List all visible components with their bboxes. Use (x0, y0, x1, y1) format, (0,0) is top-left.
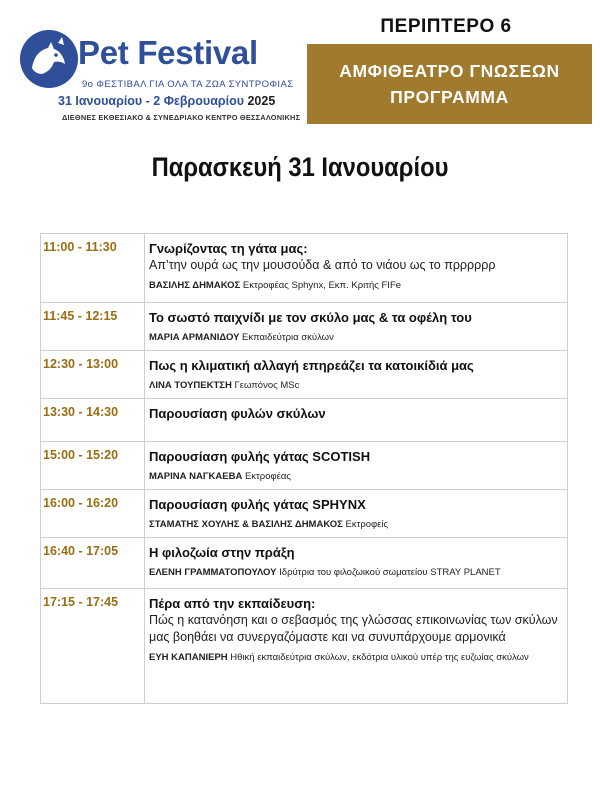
session-time: 16:40 - 17:05 (41, 538, 145, 588)
logo-name: Pet Festival (78, 34, 258, 71)
speaker-names: ΣΤΑΜΑΤΗΣ ΧΟΥΛΗΣ & ΒΑΣΙΛΗΣ ΔΗΜΑΚΟΣ (149, 519, 343, 530)
schedule-row (41, 589, 567, 704)
festival-venue: ΔΙΕΘΝΕΣ ΕΚΘΕΣΙΑΚΟ & ΣΥΝΕΔΡΙΑΚΟ ΚΕΝΤΡΟ ΘΕΣΣΑΛΟΝΙΚΗΣ (62, 113, 301, 122)
session-time: 13:30 - 14:30 (41, 399, 145, 441)
schedule-row (41, 399, 567, 442)
speaker-role: Εκπαιδεύτρια σκύλων (239, 332, 334, 343)
session-time: 11:45 - 12:15 (41, 303, 145, 350)
speaker-role: Εκτροφέας (242, 471, 291, 482)
schedule-row (41, 351, 567, 399)
speaker-names: ΒΑΣΙΛΗΣ ΔΗΜΑΚΟΣ (149, 280, 241, 291)
session-title: Γνωρίζοντας τη γάτα μας: (149, 241, 308, 256)
session-speakers (149, 332, 561, 344)
schedule-row (41, 490, 567, 538)
session-title: Πως η κλιματική αλλαγή επηρεάζει τα κατοικίδιά μας (149, 358, 474, 373)
schedule-row (41, 442, 567, 490)
schedule-row (41, 303, 567, 351)
speaker-role: Ηθική εκπαιδεύτρια σκύλων, εκδότρια υλικού υπέρ της ευζωίας σκύλων (227, 652, 529, 663)
session-time: 11:00 - 11:30 (41, 234, 145, 302)
session-subtitle: Πώς η κατανόηση και ο σεβασμός της γλώσσας επικοινωνίας των σκύλων μας βοηθάει να συνεργαζόμαστε και να συνυπάρχουμε αρμονικά (149, 613, 558, 644)
session-info (145, 399, 567, 441)
session-subtitle: Απ’την ουρά ως την μουσούδα & από το νιάου ως το πρρρρρρ (149, 258, 496, 272)
session-info (145, 442, 567, 489)
program-banner (307, 44, 592, 124)
session-speakers (149, 567, 561, 579)
session-speakers (149, 280, 561, 292)
session-title: Παρουσίαση φυλής γάτας SCOTISH (149, 449, 371, 464)
session-speakers (149, 519, 561, 531)
speaker-names: ΛΙΝΑ ΤΟΥΠΕΚΤΣΗ (149, 380, 232, 391)
booth-label: ΠΕΡΙΠΤΕΡΟ 6 (380, 16, 512, 37)
day-title: Παρασκευή 31 Ιανουαρίου (151, 152, 449, 182)
festival-dates: 31 Ιανουαρίου - 2 Φεβρουαρίου 2025 (58, 94, 276, 108)
session-time: 16:00 - 16:20 (41, 490, 145, 537)
session-info (145, 303, 567, 350)
session-info (145, 234, 567, 302)
speaker-names: ΕΛΕΝΗ ΓΡΑΜΜΑΤΟΠΟΥΛΟΥ (149, 567, 277, 578)
session-info (145, 538, 567, 588)
session-title: Παρουσίαση φυλής γάτας SPHYNX (149, 497, 366, 512)
pet-logo-icon (18, 28, 80, 90)
session-title: Παρουσίαση φυλών σκύλων (149, 406, 326, 421)
session-speakers (149, 471, 561, 483)
session-title: Πέρα από την εκπαίδευση: (149, 596, 316, 611)
speaker-names: ΜΑΡΙΑ ΑΡΜΑΝΙΔΟΥ (149, 332, 240, 343)
banner-line-1: ΑΜΦΙΘΕΑΤΡΟ ΓΝΩΣΕΩΝ (339, 61, 560, 81)
session-info (145, 351, 567, 398)
session-speakers (149, 652, 561, 664)
speaker-role: Εκτροφέας Sphynx, Εκπ. Κριτής FIFe (240, 280, 402, 291)
speaker-role: Ιδρύτρια του φιλοζωικού σωματείου STRAY PLANET (276, 567, 501, 578)
session-info (145, 490, 567, 537)
festival-logo (18, 22, 301, 132)
schedule-table (40, 233, 568, 704)
schedule-row (41, 234, 567, 303)
session-time: 12:30 - 13:00 (41, 351, 145, 398)
speaker-names: ΜΑΡΙΝΑ ΝΑΓΚΑΕΒΑ (149, 471, 243, 482)
session-time: 17:15 - 17:45 (41, 589, 145, 703)
banner-line-2: ΠΡΟΓΡΑΜΜΑ (390, 87, 509, 107)
schedule-row (41, 538, 567, 589)
speaker-names: ΕΥΗ ΚΑΠΑΝΙΕΡΗ (149, 652, 228, 663)
speaker-role: Εκτροφείς (342, 519, 389, 530)
speaker-role: Γεωπόνος MSc (231, 380, 300, 391)
session-time: 15:00 - 15:20 (41, 442, 145, 489)
session-title: Η φιλοζωία στην πράξη (149, 545, 295, 560)
session-info (145, 589, 567, 703)
session-speakers (149, 380, 561, 392)
logo-subtitle: 9ο ΦΕΣΤΙΒΑΛ ΓΙΑ ΟΛΑ ΤΑ ΖΩΑ ΣΥΝΤΡΟΦΙΑΣ (82, 79, 294, 90)
session-title: Το σωστό παιχνίδι με τον σκύλο μας & τα οφέλη του (149, 310, 472, 325)
